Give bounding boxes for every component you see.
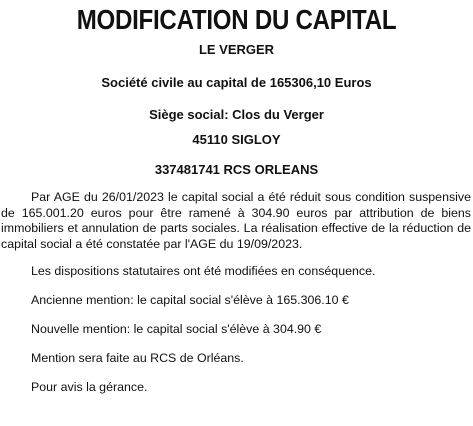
statement-modified: Les dispositions statutaires ont été modifiées en conséquence.: [31, 264, 376, 278]
postal-city: 45110 SIGLOY: [192, 132, 281, 147]
company-name: LE VERGER: [198, 42, 275, 57]
new-mention: Nouvelle mention: le capital social s'élève à 304.90 €: [31, 322, 322, 336]
signature-line: Pour avis la gérance.: [31, 380, 148, 394]
notice-title: MODIFICATION DU CAPITAL: [76, 4, 397, 35]
registered-office: Siège social: Clos du Verger: [149, 107, 324, 122]
rcs-mention: Mention sera faite au RCS de Orléans.: [31, 351, 244, 365]
body-paragraph: Par AGE du 26/01/2023 le capital social a été réduit sous condition suspensive de 165.001.20 euros pour être ramené à 304.90 euros par attribution de biens immobiliers et annulation de parts sociales. La réalisation effective de la réduction de capital social a été constatée par l'AGE du 19/09/2023.: [1, 190, 471, 251]
company-form: Société civile au capital de 165306,10 Euros: [101, 75, 372, 90]
rcs-registration: 337481741 RCS ORLEANS: [154, 162, 319, 177]
notice-body: [1, 190, 471, 252]
old-mention: Ancienne mention: le capital social s'élève à 165.306.10 €: [31, 293, 349, 307]
